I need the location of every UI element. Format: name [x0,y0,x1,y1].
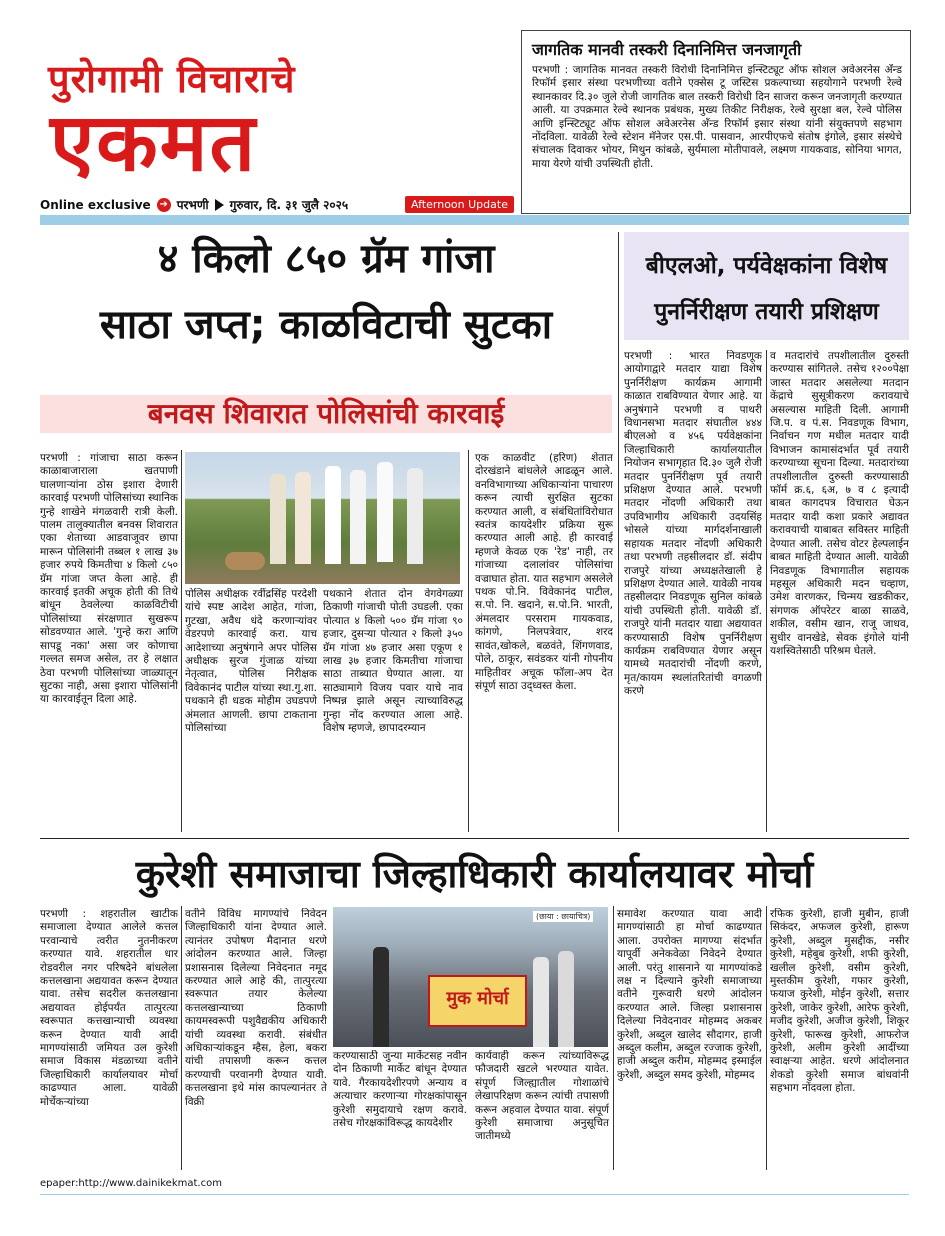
column-rule [181,450,182,832]
right-story-headline-line1: बीएलओ, पर्यवेक्षकांना विशेष [645,253,888,279]
lead-photo [185,452,460,584]
march-photo [333,907,608,1047]
masthead-logo: एकमत [50,96,258,189]
lead-headline-line1: ४ किलो ८५० ग्रॅम गांजा [157,236,495,282]
city-label: परभणी [176,198,209,212]
photo-credit: (छाया : छायाचित्र) [533,911,593,922]
play-icon [215,199,224,211]
march-banner: मुक मोर्चा [428,975,527,1027]
footer-rule [40,1194,909,1195]
arrow-right-icon: ➔ [157,198,171,212]
lead-subhead-bar [40,395,612,433]
right-story-column-2: व मतदारांचे तपशीलातील दुरुस्ती करण्यास सांगितले. तसेच १२००पेक्षा जास्त मतदार असलेल्या मतदान केंद्राचे सुसूत्रीकरण करावयाचे असल्यास माहिती दिली. आगामी जि.प. व पं.स. निवडणूक विभाग, निर्वाचन गण मधील मतदार यादी विभाजन कामासंदर्भात पूर्व तयारी करण्याच्या सूचना दिल्या. मतदारांच्या तपशीलातील दुरुस्ती करण्यासाठी फॉर्म क्र.६, ६अ, ७ व ८ इत्यादी बाबत कागदपत्र विचारात घेऊन मतदार यादी कशा प्रकारे अद्यावत करावयाची याबाबत सविस्तर माहिती देण्यात आली. तसेच वोटर हेल्पलाईन बाबत माहिती देण्यात आली. यावेळी निवडणूक विभागातील सहायक महसूल अधिकारी मदन चव्हाण, उमेश वारणकर, चिन्मय खडकीकर, संगणक ऑपरेटर बाळा साळवे, शकील, वसीम खान, राजू जाधव, सुधीर वानखेडे, सेवक इंगोले यांनी यशस्वितेसाठी परिश्रम घेतले. [770,350,909,657]
second-story-column-6: रफिक कुरेशी, हाजी मुबीन, हाजी सिकंदर, अफजल कुरेशी, हारूण कुरेशी, अब्दुल मुसद्दीक, नसीर कुरेशी, महेबुब कुरेशी, शफी कुरेशी, खलील कुरेशी, वसीम कुरेशी, मुस्तकीम कुरेशी, गफार कुरेशी, फयाज कुरेशी, मोईन कुरेशी, सत्तार कुरेशी, जाकेर कुरेशी, आरेफ कुरेशी, मजीद कुरेशी, अजीज कुरेशी, शिकूर कुरेशी, फारूख कुरेशी, आफरोज कुरेशी, अलीम कुरेशी आदींच्या स्वाक्षऱ्या आहेत. धरणे आंदोलनात शेकडो कुरेशी समाज बांधवांनी सहभाग नोंदवला होता. [770,908,909,1095]
column-rule [618,232,619,832]
column-rule [181,906,182,1170]
issue-date: गुरुवार, दि. ३१ जुलै २०२५ [229,198,349,212]
column-rule [766,350,767,832]
right-story-headline-line2: पुनर्निरीक्षण तयारी प्रशिक्षण [654,299,879,325]
column-rule [468,450,469,832]
column-rule [766,906,767,1170]
second-story-column-3: करण्यासाठी जुन्या मार्केटसह नवीन दोन ठिकाणी मार्केट बांधून देण्यात यावे. गैरकायदेशीरपणे अन्याय व अत्याचार करणाऱ्या गोरक्षकांपासून कुरेशी समुदायाचे रक्षण करावे. तसेच गोरक्षकांविरूद्ध कायदेशीर [333,1050,467,1130]
top-story-title: जागतिक मानवी तस्करी दिनानिमित्त जनजागृती [532,40,802,59]
lead-column-3: पथकाने शेतात दोन वेगवेगळ्या ठिकाणी गांजाची पोती उघडली. एका पोत्यात ४ किलो ५०० ग्रॅम गांजा ९० हजार, दुसऱ्या पोत्यात २ किलो ३५० ग्रॅम गांजा ४७ हजार असा एकूण १ लाख ३७ हजार किमतीचा गांजाचा साठा ताब्यात घेण्यात आला. या साठ्यामागे विजय पवार याचे नाव निष्पन्न झाले असून त्याच्याविरुद्ध गुन्हा नोंद करण्यात आला आहे. विशेष म्हणजे, छापादरम्यान [323,588,463,735]
edition-badge: Afternoon Update [405,196,514,213]
lead-column-4: एक काळवीट (हरिण) शेतात दोरखंडाने बांधलेले आढळून आले. वनविभागाच्या अधिकाऱ्यांना पाचारण करून त्याची सुरक्षित सुटका करण्यात आली, व संबंधितांविरोधात स्वतंत्र कायदेशीर प्रक्रिया सुरू करण्यात आली आहे. ही कारवाई म्हणजे केवळ एक 'रेड' नाही, तर गांजाच्या दलालांवर पोलिसांचा वज्राघात होता. यात सहभाग असलेले पथक पो.नि. विवेकानंद पाटील, स.पो. नि. खदाने, स.पो.नि. भारती, अंमलदार परसराम गायकवाड, कांगणे, निलपत्रेवार, शरद सावंत,खोकले, बळवंते, शिंगणवाड, पोले, ठाकूर, सवंडकर यांनी गोपनीय माहितीवर अचूक फॉला-अप देत संपूर्ण साठा उद्ध्वस्त केला. [475,452,613,692]
lead-headline-line2: साठा जप्त; काळविटाची सुटका [99,302,553,348]
lead-subhead: बनवस शिवारात पोलिसांची कारवाई [147,397,505,430]
masthead-tagline: पुरोगामी विचाराचे [48,57,296,101]
divider-bar [40,215,909,225]
second-story-headline: कुरेशी समाजाचा जिल्हाधिकारी कार्यालयावर मोर्चा [135,852,814,896]
second-story-column-1: परभणी : शहरातील खाटीक समाजाला देण्यात आलेले कत्तल परवान्याचे त्वरीत नुतनीकरण करण्यात यावे. शहरातील धार रोडवरील नगर परिषदेने बांधलेला कत्तलखाना अद्ययावत करून देण्यात यावा. तसेच सदरील कत्तलखाना अद्ययावत होईपर्यंत तात्पुरत्या स्वरूपात कत्तखान्याची व्यवस्था करून देण्यात यावी आदी मागण्यांसाठी जमियत उल कुरेशी समाज विकास मंडळाच्या वतीने जिल्हाधिकारी कार्यालयावर मोर्चा काढण्यात आला. यावेळी मोर्चेकऱ्यांच्या [40,908,178,1108]
column-rule [613,906,614,1170]
second-story-column-4: कार्यवाही करून त्यांच्याविरूद्ध फौजदारी खटले भरण्यात यावेत. संपूर्ण जिल्ह्यातील गोशाळांचे लेखापरिक्षण करून त्यांची तपासणी करून अहवाल देण्यात यावा. संपूर्ण कुरेशी समाजाचा अनुसूचित जातीमध्ये [475,1050,609,1143]
epaper-link[interactable]: epaper:http://www.dainikekmat.com [40,1178,222,1189]
second-story-column-5: समावेश करण्यात यावा आदी मागण्यांसाठी हा मोर्चा काढण्यात आला. उपरोक्त मागण्या संदर्भात यापूर्वी अनेकवेळा निवेदने देण्यात आली. परंतु शासनाने या मागण्यांकडे लक्ष न दिल्याने कुरेशी समाजाच्या वतीने गुरूवारी धरणे आंदोलन करण्यात आले. जिल्हा प्रशासनास दिलेल्या निवेदनावर मोहम्मद अकबर कुरेशी, अब्दुल खालेद सौदागर, हाजी अब्दुल कलीम, अब्दुल रज्जाक कुरेशी, हाजी अब्दुल करीम, मोहम्मद इस्माईल कुरेशी, अब्दुल समद कुरेशी, मोहम्मद [617,908,762,1081]
lead-column-1: परभणी : गांजाचा साठा करून काळाबाजाराला खतपाणी घालणाऱ्यांना ठोस इशारा देणारी कारवाई परभणी पोलिसांच्या स्थानिक गुन्हे शाखेने मंगळवारी रात्री केली. पालम तालुक्यातील बनवस शिवारात एका शेताच्या आडवाजूवर छापा मारून पोलिसांनी तब्बल १ लाख ३७ हजार रुपये किमतीचा ४ किलो ८५० ग्रॅम गांजा जप्त केला आहे. ही कारवाई इतकी अचूक होती की तिथे बांधून ठेवलेल्या काळविटीची पोलिसांच्या संरक्षणात सुखरूप सोडवण्यात आले. 'गुन्हे करा आणि सापडू नका' असा जर कोणाचा गल्लत समज असेल, तर हे लक्षात ठेवा परभणी पोलिसांच्या जाळ्यातून सुटका नाही, असा इशारा पोलिसांनी या कारवाईतून दिला आहे. [40,452,178,706]
online-exclusive-label: Online exclusive [40,197,151,212]
lead-column-2: पोलिस अधीक्षक रवींद्रसिंह परदेशी यांचे स्पष्ट आदेश आहेत, गांजा, गुटखा, अवैध धंदे करणाऱ्यांवर वेडरपणे कारवाई करा. याच आदेशाच्या अनुषंगाने अपर पोलिस अधीक्षक सुरज गुंजाळ यांच्या नेतृत्वात, पोलिस निरीक्षक विवेकानंद पाटील यांच्या स्था.गु.शा. पथकाने ही धडक मोहीम उघडपणे अंमलात आणली. छापा टाकताना पोलिसांच्या [185,588,317,735]
top-story-body: परभणी : जागतिक मानवत तस्करी विरोधी दिनानिमित्त इन्स्टिट्यूट ऑफ सोशल अवेअरनेस अँन्ड रिफॉर्म इसार संस्था परभणीच्या वतीने एक्सेस टू जस्टिस प्रकल्पाच्या सहयोगाने परभणी रेल्वे स्थानकावर दि.३० जुले रोजी जागतिक बाल तस्करी विरोधी दिन साजरा करून जनजागृती करण्यात आली. या उपक्रमात रेल्वे स्थानक प्रबंधक, मुख्य तिकीट निरीक्षक, रेल्वे सुरक्षा बल, रेल्वे पोलिस आणि इन्स्टिट्यूट ऑफ सोशल अवेअरनेस अँन्ड रिफॉर्म इसार संस्था यांनी संयुक्तपणे सहभाग नोंदविला. यावेळी रेल्वे स्टेशन मॅनेजर एस.पी. पासवान, आरपीएफचे संतोष इंगोले, इसार संस्थेचे संचालक दिवाकर भोयर, मिथुन कांबळे, सुर्यमाला मोतीपावले, लक्ष्मण गायकवाड, सोनिया भागत, माया येरणे यांची उपस्थिती होती. [532,64,902,170]
section-divider [40,838,909,839]
right-story-column-1: परभणी : भारत निवडणूक आयोगाद्वारे मतदार याद्या विशेष पुनर्निरीक्षण कार्यक्रम आगामी काळात राबविण्यात येणार आहे. या अनुषंगाने परभणी व पाथरी विधानसभा मतदार संघातील ४४४ बीएलओ व ४५६ पर्यवेक्षकांना जिल्हाधिकारी कार्यालयातील नियोजन सभागृहात दि.३० जुलै रोजी मतदार पुनर्निरीक्षण पूर्व तयारी प्रशिक्षण देण्यात आले. परभणी मतदार नोंदणी अधिकारी तथा उपविभागीय अधिकारी उदयसिंह भोसले यांच्या मार्गदर्शनाखाली सहायक मतदार नोंदणी अधिकारी तथा परभणी तहसीलदार डॉ. संदीप राजपुरे यांच्या अध्यक्षतेखाली हे प्रशिक्षण देण्यात आले. यावेळी नायब तहसीलदार निवडणूक सुनिल कांबळे यांची उपस्थिती होती. यावेळी डॉ. राजपुरे यांनी मतदार याद्या अद्ययावत करण्यासाठी विशेष पुनर्निरीक्षण कार्यक्रम राबविण्यात येणार असून यामध्ये मतदारांची नोंदणी करणे, मृत/कायम स्थलांतरितांची वगळणी करणे [624,350,762,698]
second-story-column-2: वतीने विविध मागण्यांचे निवेदन जिल्हाधिकारी यांना देण्यात आले. त्यानंतर उपोषण मैदानात धरणे आंदोलन करण्यात आले. जिल्हा प्रशासनास दिलेल्या निवेदनात नमूद करण्यात आले आहे की, तात्पुरत्या स्वरूपात तयार केलेल्या कत्तलखान्याच्या ठिकाणी कायमस्वरूपी पशुवैद्यकीय अधिकारी यांची व्यवस्था करावी. संबंधीत अधिकाऱ्यांकडून म्हैस, हेला, बकरा यांची तपासणी करून कत्तल करण्याची परवानगी देण्यात यावी. कत्तलखाना इथे मांस कापल्यानंतर ते विक्री [185,908,327,1108]
dateline [40,196,348,213]
